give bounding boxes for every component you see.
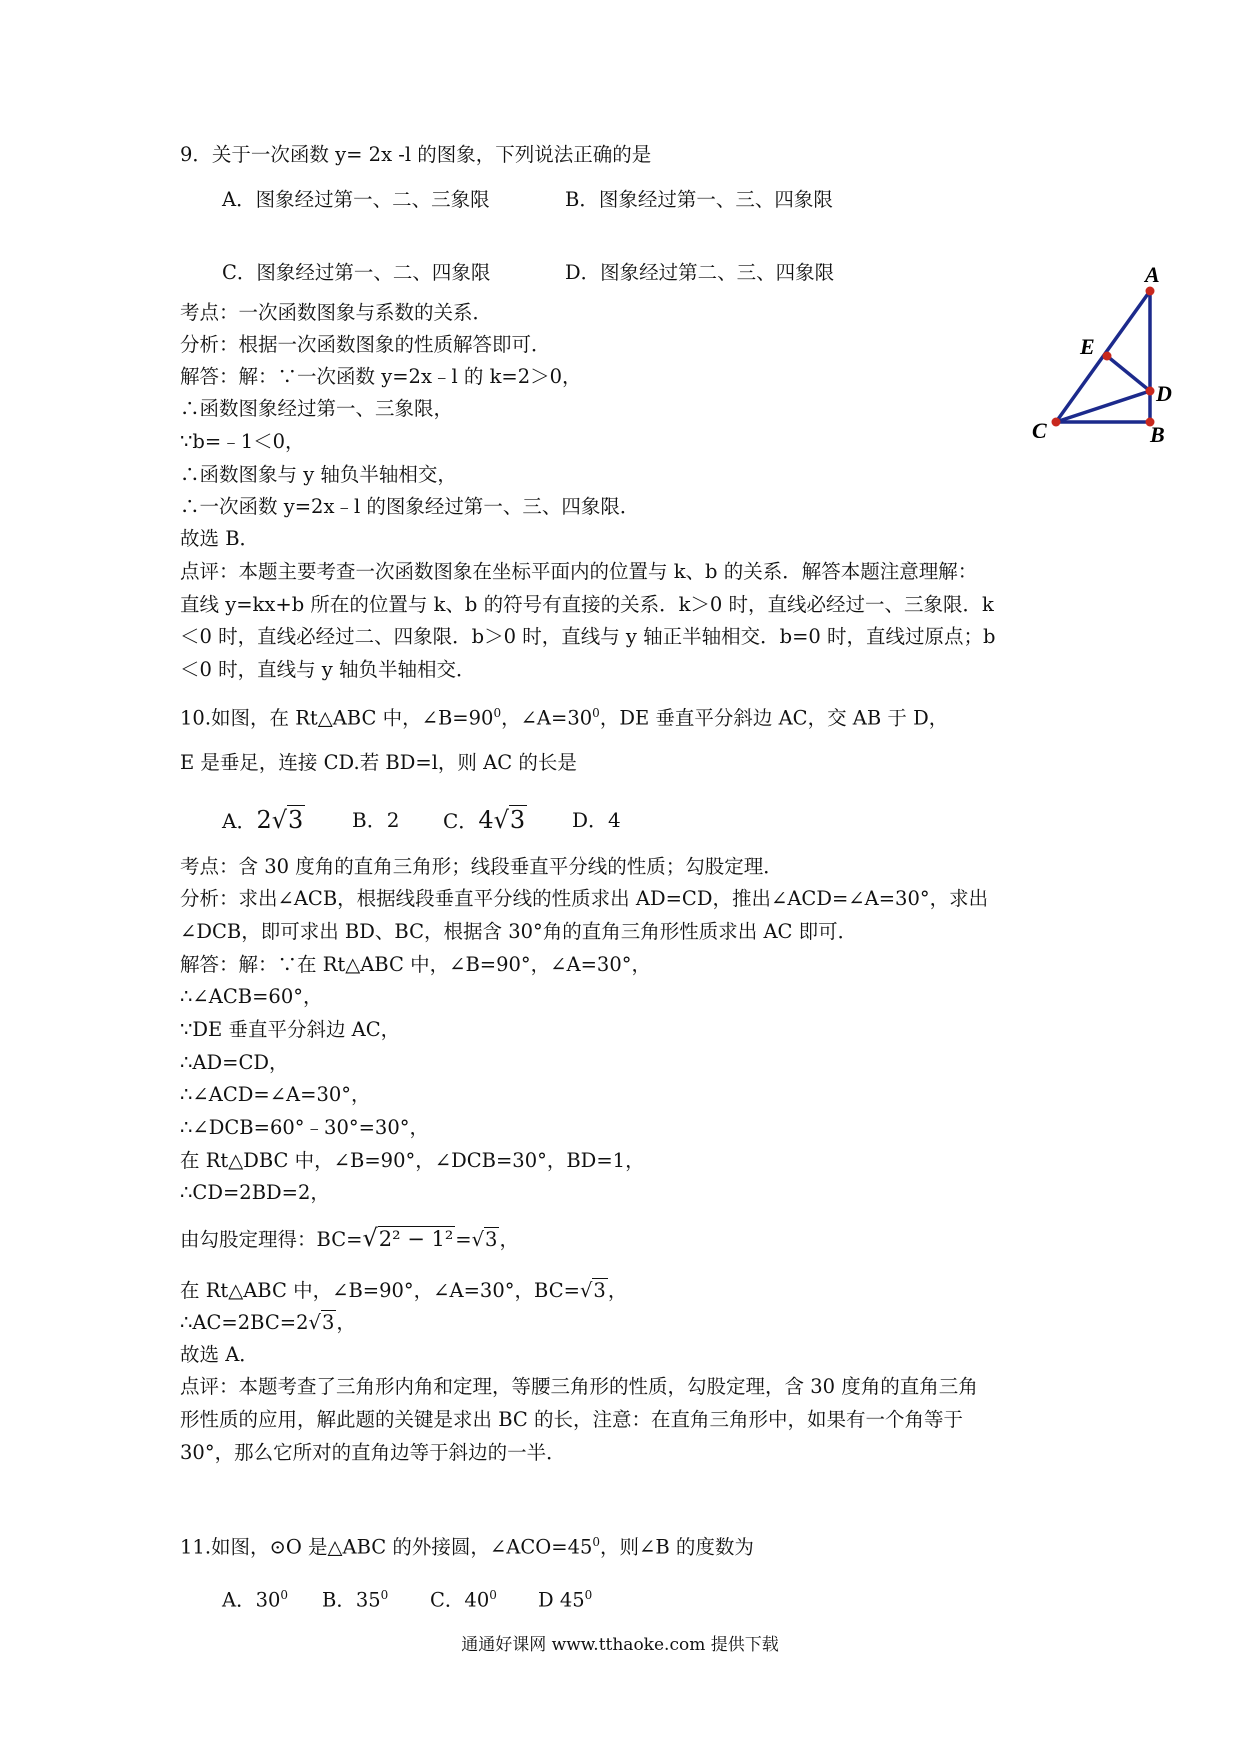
q9-dianping-4: ＜0 时，直线与 y 轴负半轴相交．: [180, 658, 476, 681]
q9-jieda-3: ∵b=﹣1＜0，: [180, 430, 305, 453]
q11-option-d: D $45^0$: [538, 1588, 593, 1612]
q9-dianping-3: ＜0 时，直线必经过二、四象限．b＞0 时，直线与 y 轴正半轴相交．b=0 时，直线过原点；b: [180, 625, 996, 648]
q10-fenxi-1: 分析：求出∠ACB，根据线段垂直平分线的性质求出 AD=CD，推出∠ACD=∠A=30°，求出: [180, 887, 989, 910]
q11-option-c: C．$40^0$: [430, 1588, 497, 1612]
q10-jieda-6: ∴∠DCB=60°﹣30°=30°，: [180, 1116, 429, 1139]
label-a: A: [1145, 262, 1160, 287]
q9-option-c: C．图象经过第一、二、四象限: [222, 261, 491, 284]
q11-option-b: B．$35^0$: [322, 1588, 389, 1612]
q10-dianping-3: 30°，那么它所对的直角边等于斜边的一半．: [180, 1441, 566, 1464]
q10-stem-2: E 是垂足，连接 CD.若 BD=l，则 AC 的长是: [180, 751, 577, 774]
q10-option-c: C．4√3: [443, 806, 526, 834]
q9-jieda-1: 解答：解：∵一次函数 y=2x﹣l 的 k=2＞0，: [180, 365, 582, 388]
page-footer: 通通好课网 www.tthaoke.com 提供下载: [461, 1635, 779, 1655]
q10-fenxi-2: ∠DCB，即可求出 BD、BC，根据含 30°角的直角三角形性质求出 AC 即可．: [180, 920, 858, 943]
label-e: E: [1080, 334, 1095, 359]
q9-stem: 9．关于一次函数 y= 2x -l 的图象，下列说法正确的是: [180, 143, 652, 166]
q10-stem-1: 10.如图，在 Rt△ABC 中，$\angle B=90^0$，$\angle A=30^0$，DE 垂直平分斜边 AC，交 AB 于 D，: [180, 706, 949, 730]
q9-guxuan: 故选 B．: [180, 527, 260, 550]
q9-fenxi: 分析：根据一次函数图象的性质解答即可．: [180, 333, 551, 356]
q10-jieda-8: ∴CD=2BD=2，: [180, 1181, 330, 1204]
q9-jieda-4: ∴函数图象与 y 轴负半轴相交，: [180, 463, 457, 486]
q11-stem: 11.如图，⊙O 是△ABC 的外接圆，$\angle ACO=45^0$，则∠B 的度数为: [180, 1535, 754, 1559]
q10-option-d: D．4: [572, 808, 621, 832]
label-d: D: [1156, 381, 1172, 406]
q10-gougu-line: 由勾股定理得：BC=√2² − 1² =√3 ，: [180, 1224, 519, 1252]
q9-jieda-2: ∴函数图象经过第一、三象限，: [180, 397, 454, 420]
point-c: [1052, 418, 1061, 427]
q10-jieda-7: 在 Rt△DBC 中，∠B=90°，∠DCB=30°，BD=1，: [180, 1149, 645, 1172]
q10-jieda-4: ∴AD=CD，: [180, 1051, 289, 1074]
q9-jieda-5: ∴一次函数 y=2x﹣l 的图象经过第一、三、四象限．: [180, 495, 640, 518]
q10-jieda-2: ∴∠ACB=60°，: [180, 985, 323, 1008]
q10-dianping-1: 点评：本题考查了三角形内角和定理，等腰三角形的性质，勾股定理，含 30 度角的直角三角: [180, 1375, 978, 1398]
q9-dianping-1: 点评：本题主要考查一次函数图象在坐标平面内的位置与 k、b 的关系．解答本题注意理解：: [180, 560, 978, 583]
q10-jieda-5: ∴∠ACD=∠A=30°，: [180, 1083, 371, 1106]
q10-option-b: B．2: [352, 808, 400, 832]
q10-option-a: A．2√3: [222, 806, 304, 834]
q9-option-b: B．图象经过第一、三、四象限: [565, 188, 833, 211]
label-b: B: [1150, 422, 1165, 447]
q10-guxuan: 故选 A．: [180, 1343, 259, 1366]
q10-dianping-2: 形性质的应用，解此题的关键是求出 BC 的长，注意：在直角三角形中，如果有一个角等于: [180, 1408, 964, 1431]
q10-jieda-1: 解答：解：∵在 Rt△ABC 中，∠B=90°，∠A=30°，: [180, 953, 651, 976]
q9-kaodian: 考点：一次函数图象与系数的关系．: [180, 301, 493, 324]
q10-jieda-9: 在 Rt△ABC 中，∠B=90°，∠A=30°，BC=√3 ，: [180, 1279, 628, 1302]
point-d: [1146, 387, 1155, 396]
q10-kaodian: 考点：含 30 度角的直角三角形；线段垂直平分线的性质；勾股定理．: [180, 855, 783, 878]
q10-jieda-3: ∵DE 垂直平分斜边 AC，: [180, 1018, 401, 1041]
point-a: [1146, 287, 1155, 296]
point-e: [1103, 352, 1112, 361]
q10-jieda-10: ∴AC=2BC=2√3 ，: [180, 1311, 356, 1334]
q11-option-a: A．$30^0$: [222, 1588, 289, 1612]
triangle-figure: [1020, 262, 1170, 462]
label-c: C: [1032, 418, 1047, 443]
q9-option-d: D．图象经过第二、三、四象限: [565, 261, 835, 284]
q9-option-a: A．图象经过第一、二、三象限: [222, 188, 490, 211]
q9-dianping-2: 直线 y=kx+b 所在的位置与 k、b 的符号有直接的关系．k＞0 时，直线必经过一、三象限．k: [180, 593, 994, 616]
